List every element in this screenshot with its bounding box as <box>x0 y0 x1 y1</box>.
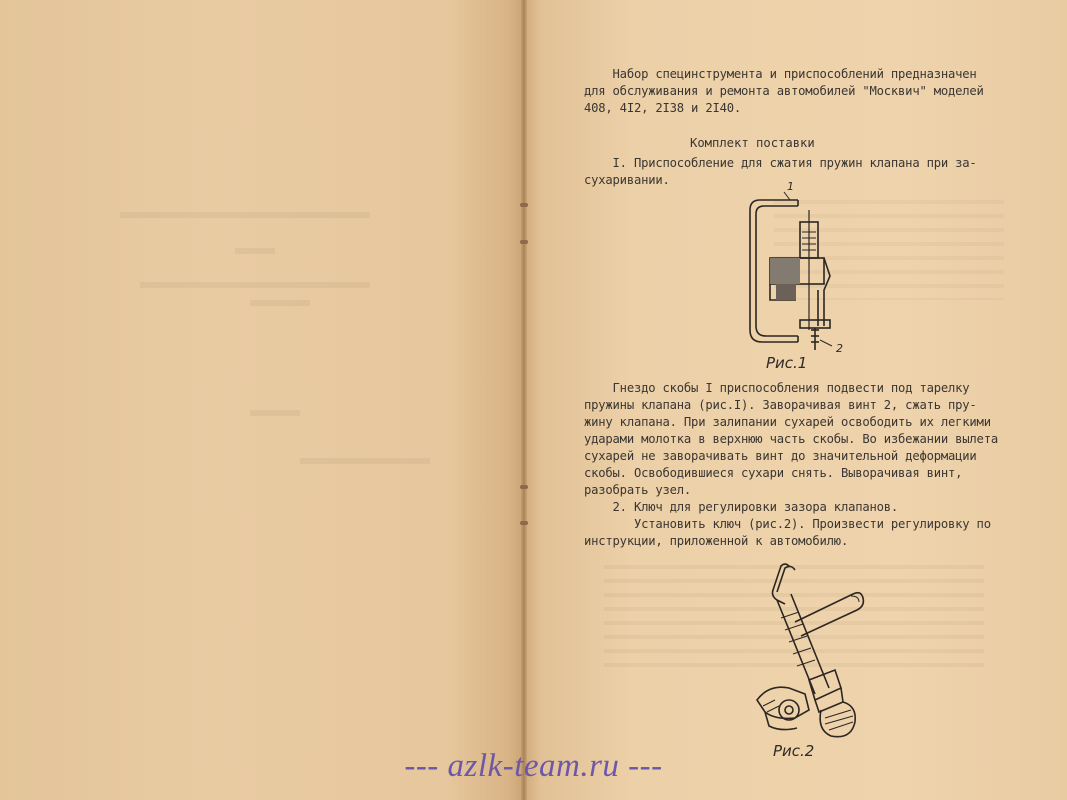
staple <box>520 521 528 525</box>
bleed-through-mark <box>300 458 430 464</box>
item2-title: 2. Ключ для регулировки зазора клапанов. <box>584 500 899 514</box>
staple <box>520 485 528 489</box>
bleed-through-mark <box>250 300 310 306</box>
intro-line: 408, 4I2, 2I38 и 2I40. <box>584 101 742 115</box>
figure-1-callout-1: 1 <box>787 180 794 193</box>
section-heading: Комплект поставки <box>690 136 815 150</box>
item1-body-line: ударами молотка в верхнюю часть скобы. Во избежании вылета <box>584 432 998 446</box>
item1-body-line: пружины клапана (рис.I). Заворачивая винт 2, сжать пру- <box>584 398 977 412</box>
item1-body-line: Гнездо скобы I приспособления подвести под тарелку <box>584 381 970 395</box>
intro-line: для обслуживания и ремонта автомобилей "Москвич" моделей <box>584 84 984 98</box>
bleed-through-mark <box>140 282 370 288</box>
item1-title-line: I. Приспособление для сжатия пружин клапана при за- <box>584 156 977 170</box>
item1-title-line: сухаривании. <box>584 173 670 187</box>
book-gutter <box>521 0 527 800</box>
bleed-through-mark <box>235 248 275 254</box>
staple <box>520 203 528 207</box>
item2-body-line: Установить ключ (рис.2). Произвести регулировку по <box>584 517 991 531</box>
figure-1-caption: Рис.1 <box>766 354 808 372</box>
item1-body-line: скобы. Освободившиеся сухари снять. Выворачивая винт, <box>584 466 963 480</box>
figure-2-caption: Рис.2 <box>773 742 815 760</box>
site-watermark: --- azlk-team.ru --- <box>404 748 663 784</box>
intro-line: Набор специнструмента и приспособлений предназначен <box>584 67 977 81</box>
left-page <box>0 0 524 800</box>
item2-body-line: инструкции, приложенной к автомобилю. <box>584 534 849 548</box>
figure-1-callout-2: 2 <box>836 342 843 355</box>
item1-body-line: жину клапана. При залипании сухарей освободить их легкими <box>584 415 991 429</box>
figure-1-valve-spring-compressor <box>740 180 870 380</box>
item1-body-line: разобрать узел. <box>584 483 692 497</box>
figure-2-valve-clearance-wrench <box>755 560 875 745</box>
staple <box>520 240 528 244</box>
bleed-through-mark <box>250 410 300 416</box>
item1-body-line: сухарей не заворачивать винт до значительной деформации <box>584 449 977 463</box>
bleed-through-mark <box>120 212 370 218</box>
